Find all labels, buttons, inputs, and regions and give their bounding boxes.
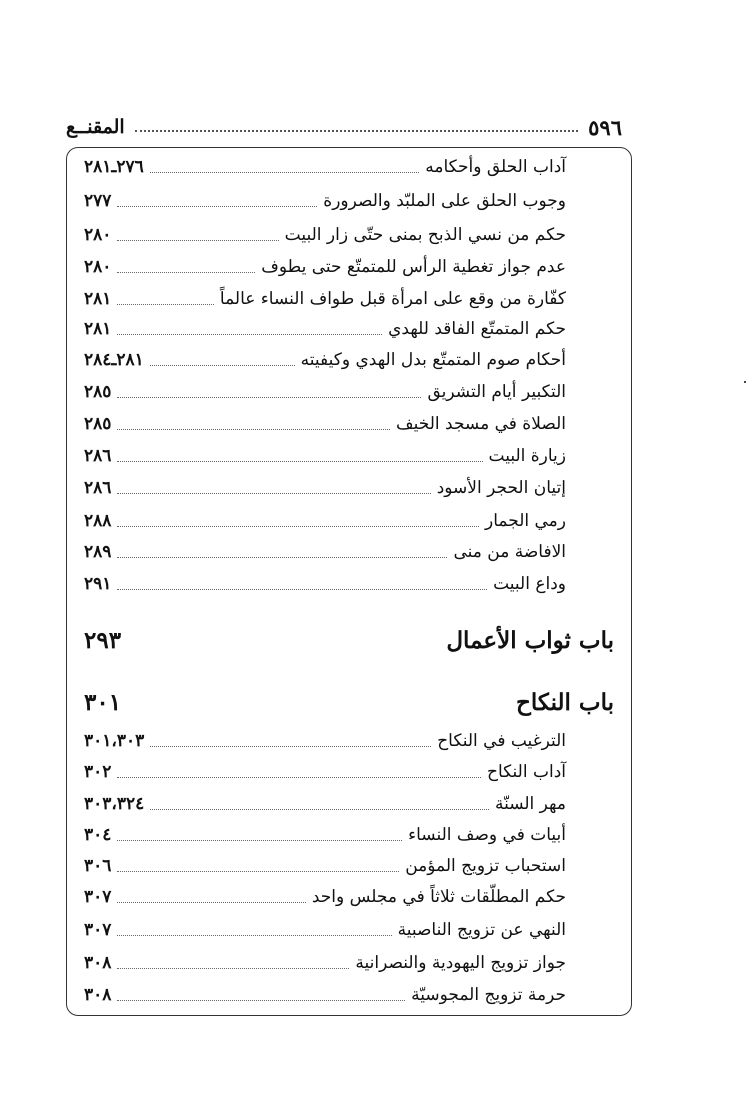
entry-title: أحكام صوم المتمتّع بدل الهدي وكيفيته bbox=[300, 350, 566, 370]
toc-entry[interactable] bbox=[84, 569, 566, 599]
page-number: ٥٩٦ bbox=[588, 114, 622, 140]
toc-entry[interactable] bbox=[84, 220, 566, 250]
toc-entry[interactable] bbox=[84, 252, 566, 282]
entry-pages: ٣٠٧ bbox=[84, 920, 112, 940]
entry-pages: ٢٨١ bbox=[84, 319, 112, 339]
toc-entry[interactable] bbox=[84, 757, 566, 787]
entry-pages: ٢٧٦ـ٢٨١ bbox=[84, 157, 144, 177]
entry-pages: ٢٨٦ bbox=[84, 446, 112, 466]
entry-title: النهي عن تزويج الناصبية bbox=[397, 920, 566, 940]
entry-title: التكبير أيام التشريق bbox=[427, 382, 566, 402]
entry-title: حكم من نسي الذبح بمنى حتّى زار البيت bbox=[284, 225, 566, 245]
section-pages: ٢٩٣ bbox=[84, 626, 122, 654]
toc-entry[interactable] bbox=[84, 441, 566, 471]
section-pages: ٣٠١ bbox=[84, 688, 122, 716]
section-heading[interactable] bbox=[84, 620, 614, 660]
section-title: باب النكاح bbox=[516, 688, 614, 716]
dotted-leader bbox=[117, 240, 278, 241]
toc-entry[interactable] bbox=[84, 314, 566, 344]
dotted-leader bbox=[117, 397, 421, 398]
toc-entry[interactable] bbox=[84, 186, 566, 216]
toc-entry[interactable] bbox=[84, 851, 566, 881]
entry-title: الصلاة في مسجد الخيف bbox=[396, 414, 566, 434]
dotted-leader bbox=[117, 557, 447, 558]
toc-entry[interactable] bbox=[84, 152, 566, 182]
dotted-leader bbox=[117, 526, 479, 527]
entry-title: حرمة تزويج المجوسيّة bbox=[411, 985, 566, 1005]
toc-entry[interactable] bbox=[84, 980, 566, 1010]
toc-entry[interactable] bbox=[84, 537, 566, 567]
entry-pages: ٢٨٥ bbox=[84, 382, 112, 402]
entry-pages: ٢٩١ bbox=[84, 574, 112, 594]
entry-pages: ٢٨٨ bbox=[84, 511, 112, 531]
section-heading[interactable] bbox=[84, 682, 614, 722]
entry-pages: ٢٨١ bbox=[84, 289, 112, 309]
entry-title: زيارة البيت bbox=[488, 446, 566, 466]
entry-pages: ٢٨٩ bbox=[84, 542, 112, 562]
dotted-leader bbox=[117, 589, 487, 590]
dotted-leader bbox=[117, 935, 391, 936]
entry-title: جواز تزويج اليهودية والنصرانية bbox=[355, 953, 566, 973]
toc-entry[interactable] bbox=[84, 726, 566, 756]
dotted-leader bbox=[117, 777, 481, 778]
dotted-leader bbox=[117, 272, 255, 273]
entry-title: مهر السنّة bbox=[494, 794, 566, 814]
toc-entry[interactable] bbox=[84, 789, 566, 819]
dotted-leader bbox=[117, 461, 482, 462]
dotted-leader bbox=[117, 1000, 405, 1001]
dotted-leader bbox=[150, 746, 431, 747]
dotted-leader bbox=[117, 840, 402, 841]
entry-pages: ٣٠٧ bbox=[84, 887, 112, 907]
entry-pages: ٣٠٢ bbox=[84, 762, 112, 782]
header-dotted-leader bbox=[135, 130, 579, 132]
entry-title: حكم المطلّقات ثلاثاً في مجلس واحد bbox=[311, 887, 566, 907]
entry-title: رمي الجمار bbox=[485, 511, 566, 531]
scan-speck bbox=[744, 381, 746, 383]
entry-pages: ٢٨٠ bbox=[84, 225, 112, 245]
toc-entry[interactable] bbox=[84, 473, 566, 503]
entry-pages: ٣٠٦ bbox=[84, 856, 112, 876]
section-title: باب ثواب الأعمال bbox=[446, 626, 614, 654]
entry-pages: ٢٨٦ bbox=[84, 478, 112, 498]
entry-pages: ٢٧٧ bbox=[84, 191, 112, 211]
entry-title: إتيان الحجر الأسود bbox=[436, 478, 566, 498]
entry-title: حكم المتمتّع الفاقد للهدي bbox=[388, 319, 566, 339]
entry-title: وداع البيت bbox=[493, 574, 566, 594]
dotted-leader bbox=[117, 871, 399, 872]
dotted-leader bbox=[150, 365, 295, 366]
toc-entry[interactable] bbox=[84, 820, 566, 850]
dotted-leader bbox=[117, 968, 349, 969]
entry-pages: ٢٨٥ bbox=[84, 414, 112, 434]
dotted-leader bbox=[117, 493, 430, 494]
book-title: المقنــع bbox=[66, 116, 125, 138]
entry-title: استحباب تزويج المؤمن bbox=[405, 856, 566, 876]
entry-title: آداب النكاح bbox=[487, 762, 566, 782]
entry-title: الترغيب في النكاح bbox=[437, 731, 566, 751]
dotted-leader bbox=[117, 902, 305, 903]
toc-entry[interactable] bbox=[84, 377, 566, 407]
entry-pages: ٣٠٨ bbox=[84, 953, 112, 973]
entry-pages: ٢٨١ـ٢٨٤ bbox=[84, 350, 144, 370]
dotted-leader bbox=[150, 809, 489, 810]
entry-title: عدم جواز تغطية الرأس للمتمتّع حتى يطوف bbox=[261, 257, 566, 277]
page-header bbox=[66, 112, 622, 142]
entry-title: وجوب الحلق على الملبّد والصرورة bbox=[323, 191, 566, 211]
toc-entry[interactable] bbox=[84, 284, 566, 314]
dotted-leader bbox=[117, 334, 382, 335]
toc-entry[interactable] bbox=[84, 948, 566, 978]
dotted-leader bbox=[150, 172, 419, 173]
dotted-leader bbox=[117, 304, 213, 305]
toc-entry[interactable] bbox=[84, 345, 566, 375]
toc-entry[interactable] bbox=[84, 409, 566, 439]
entry-pages: ٢٨٠ bbox=[84, 257, 112, 277]
toc-entry[interactable] bbox=[84, 506, 566, 536]
entry-pages: ٣٠١،٣٠٣ bbox=[84, 731, 145, 751]
entry-title: كفّارة من وقع على امرأة قبل طواف النساء عالماً bbox=[219, 289, 566, 309]
dotted-leader bbox=[117, 429, 390, 430]
entry-title: أبيات في وصف النساء bbox=[408, 825, 566, 845]
entry-title: الافاضة من منى bbox=[453, 542, 566, 562]
dotted-leader bbox=[117, 206, 317, 207]
entry-title: آداب الحلق وأحكامه bbox=[425, 157, 566, 177]
entry-pages: ٣٠٤ bbox=[84, 825, 112, 845]
toc-entry[interactable] bbox=[84, 915, 566, 945]
entry-pages: ٣٠٨ bbox=[84, 985, 112, 1005]
toc-entry[interactable] bbox=[84, 882, 566, 912]
entry-pages: ٣٠٣،٣٢٤ bbox=[84, 794, 145, 814]
